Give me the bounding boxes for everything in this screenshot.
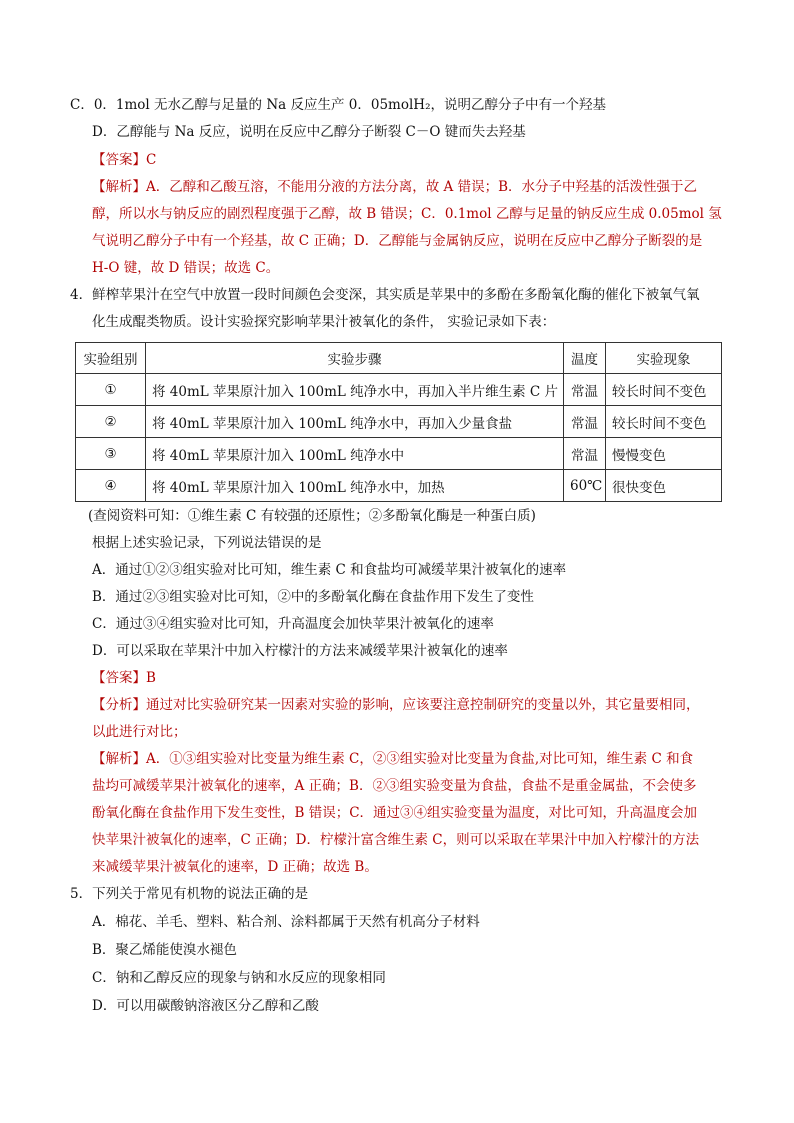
table-header-cell: 实验组别	[76, 343, 146, 374]
q5-stem: 5．下列关于常见有机物的说法正确的是	[70, 886, 309, 902]
q3-option-d: D．乙醇能与 Na 反应，说明在反应中乙醇分子断裂 C－O 键而失去羟基	[92, 124, 526, 140]
analysis-tag: 【解析】	[92, 751, 146, 767]
table-cell-step: 将 40mL 苹果原汁加入 100mL 纯净水中，加热	[146, 470, 564, 502]
analysis-tag: 【解析】	[92, 179, 146, 195]
q3-answer	[92, 150, 156, 170]
q3-analysis-line: 醇，所以水与钠反应的剧烈程度强于乙醇，故 B 错误；C．0.1mol 乙醇与足量的钠反应生成 0.05mol 氢	[92, 206, 722, 222]
q4-answer	[92, 668, 156, 688]
q4-note: (查阅资料可知：①维生素 C 有较强的还原性；②多酚氧化酶是一种蛋白质)	[88, 508, 536, 524]
table-cell-temp: 常温	[564, 406, 606, 438]
table-cell-step: 将 40mL 苹果原汁加入 100mL 纯净水中，再加入半片维生素 C 片	[146, 374, 564, 406]
q4-option-a: A．通过①②③组实验对比可知，维生素 C 和食盐均可减缓苹果汁被氧化的速率	[92, 562, 567, 578]
table-cell-temp: 60℃	[564, 470, 606, 502]
q5-option-d: D．可以用碳酸钠溶液区分乙醇和乙酸	[92, 998, 319, 1014]
q5-option-c: C．钠和乙醇反应的现象与钠和水反应的现象相同	[92, 970, 386, 986]
table-cell-step: 将 40mL 苹果原汁加入 100mL 纯净水中，再加入少量食盐	[146, 406, 564, 438]
q4-analysis-line: 盐均可减缓苹果汁被氧化的速率，A 正确；B．②③组实验变量为食盐，食盐不是重金属盐，不会使多	[92, 778, 697, 794]
table-header-cell: 温度	[564, 343, 606, 374]
table-header-row	[76, 343, 722, 374]
table-header-cell: 实验步骤	[146, 343, 564, 374]
analysis-text: A．①③组实验对比变量为维生素 C，②③组实验对比变量为食盐,对比可知，维生素 C 和食	[146, 751, 694, 767]
table-cell-result: 慢慢变色	[606, 438, 722, 470]
table-cell-temp: 常温	[564, 438, 606, 470]
experiment-table	[75, 342, 722, 502]
q4-analysis-line: 快苹果汁被氧化的速率，C 正确；D．柠檬汁富含维生素 C，则可以采取在苹果汁中加入柠檬汁的方法	[92, 832, 700, 848]
table-cell-result: 较长时间不变色	[606, 374, 722, 406]
q3-analysis-line: H-O 键，故 D 错误；故选 C。	[92, 260, 280, 276]
analysis-text: A．乙醇和乙酸互溶，不能用分液的方法分离，故 A 错误；B．水分子中羟基的活泼性强于乙	[146, 179, 698, 195]
table-row	[76, 470, 722, 502]
q5-option-b: B．聚乙烯能使溴水褪色	[92, 942, 237, 958]
answer-value: B	[146, 670, 156, 686]
q4-fenxi-line	[92, 695, 700, 715]
table-row	[76, 374, 722, 406]
table-row	[76, 406, 722, 438]
q4-stem-line: 化生成醌类物质。设计实验探究影响苹果汁被氧化的条件， 实验记录如下表：	[92, 314, 556, 330]
fenxi-text: 通过对比实验研究某一因素对实验的影响，应该要注意控制研究的变量以外，其它量要相同，	[146, 697, 700, 713]
q4-question: 根据上述实验记录，下列说法错误的是	[92, 535, 322, 551]
q4-option-d: D．可以采取在苹果汁中加入柠檬汁的方法来减缓苹果汁被氧化的速率	[92, 643, 508, 659]
q4-analysis-line	[92, 749, 693, 769]
q4-analysis-line: 来减缓苹果汁被氧化的速率，D 正确；故选 B。	[92, 859, 378, 875]
table-cell-temp: 常温	[564, 374, 606, 406]
q4-fenxi-line: 以此进行对比；	[92, 724, 187, 740]
q4-analysis-line: 酚氧化酶在食盐作用下发生变性，B 错误；C．通过③④组实验变量为温度，对比可知，升高温度会加	[92, 805, 698, 821]
answer-value: C	[146, 152, 157, 168]
table-cell-group: ①	[76, 374, 146, 406]
table-cell-step: 将 40mL 苹果原汁加入 100mL 纯净水中	[146, 438, 564, 470]
table-cell-group: ③	[76, 438, 146, 470]
q4-option-b: B．通过②③组实验对比可知，②中的多酚氧化酶在食盐作用下发生了变性	[92, 589, 534, 605]
fenxi-tag: 【分析】	[92, 697, 146, 713]
q4-stem-line: 4．鲜榨苹果汁在空气中放置一段时间颜色会变深，其实质是苹果中的多酚在多酚氧化酶的催化下被氧气氧	[70, 287, 700, 303]
q3-option-c: C．0．1mol 无水乙醇与足量的 Na 反应生产 0．05molH₂，说明乙醇分子中有一个羟基	[70, 97, 606, 113]
q3-analysis-line: 气说明乙醇分子中有一个羟基，故 C 正确；D．乙醇能与金属钠反应，说明在反应中乙醇分子断裂的是	[92, 233, 703, 249]
q5-option-a: A．棉花、羊毛、塑料、粘合剂、涂料都属于天然有机高分子材料	[92, 914, 480, 930]
q3-analysis-line	[92, 177, 697, 197]
q4-option-c: C．通过③④组实验对比可知，升高温度会加快苹果汁被氧化的速率	[92, 616, 494, 632]
table-cell-result: 较长时间不变色	[606, 406, 722, 438]
table-row	[76, 438, 722, 470]
answer-tag: 【答案】	[92, 152, 146, 168]
table-cell-group: ④	[76, 470, 146, 502]
answer-tag: 【答案】	[92, 670, 146, 686]
table-cell-result: 很快变色	[606, 470, 722, 502]
table-cell-group: ②	[76, 406, 146, 438]
table-header-cell: 实验现象	[606, 343, 722, 374]
